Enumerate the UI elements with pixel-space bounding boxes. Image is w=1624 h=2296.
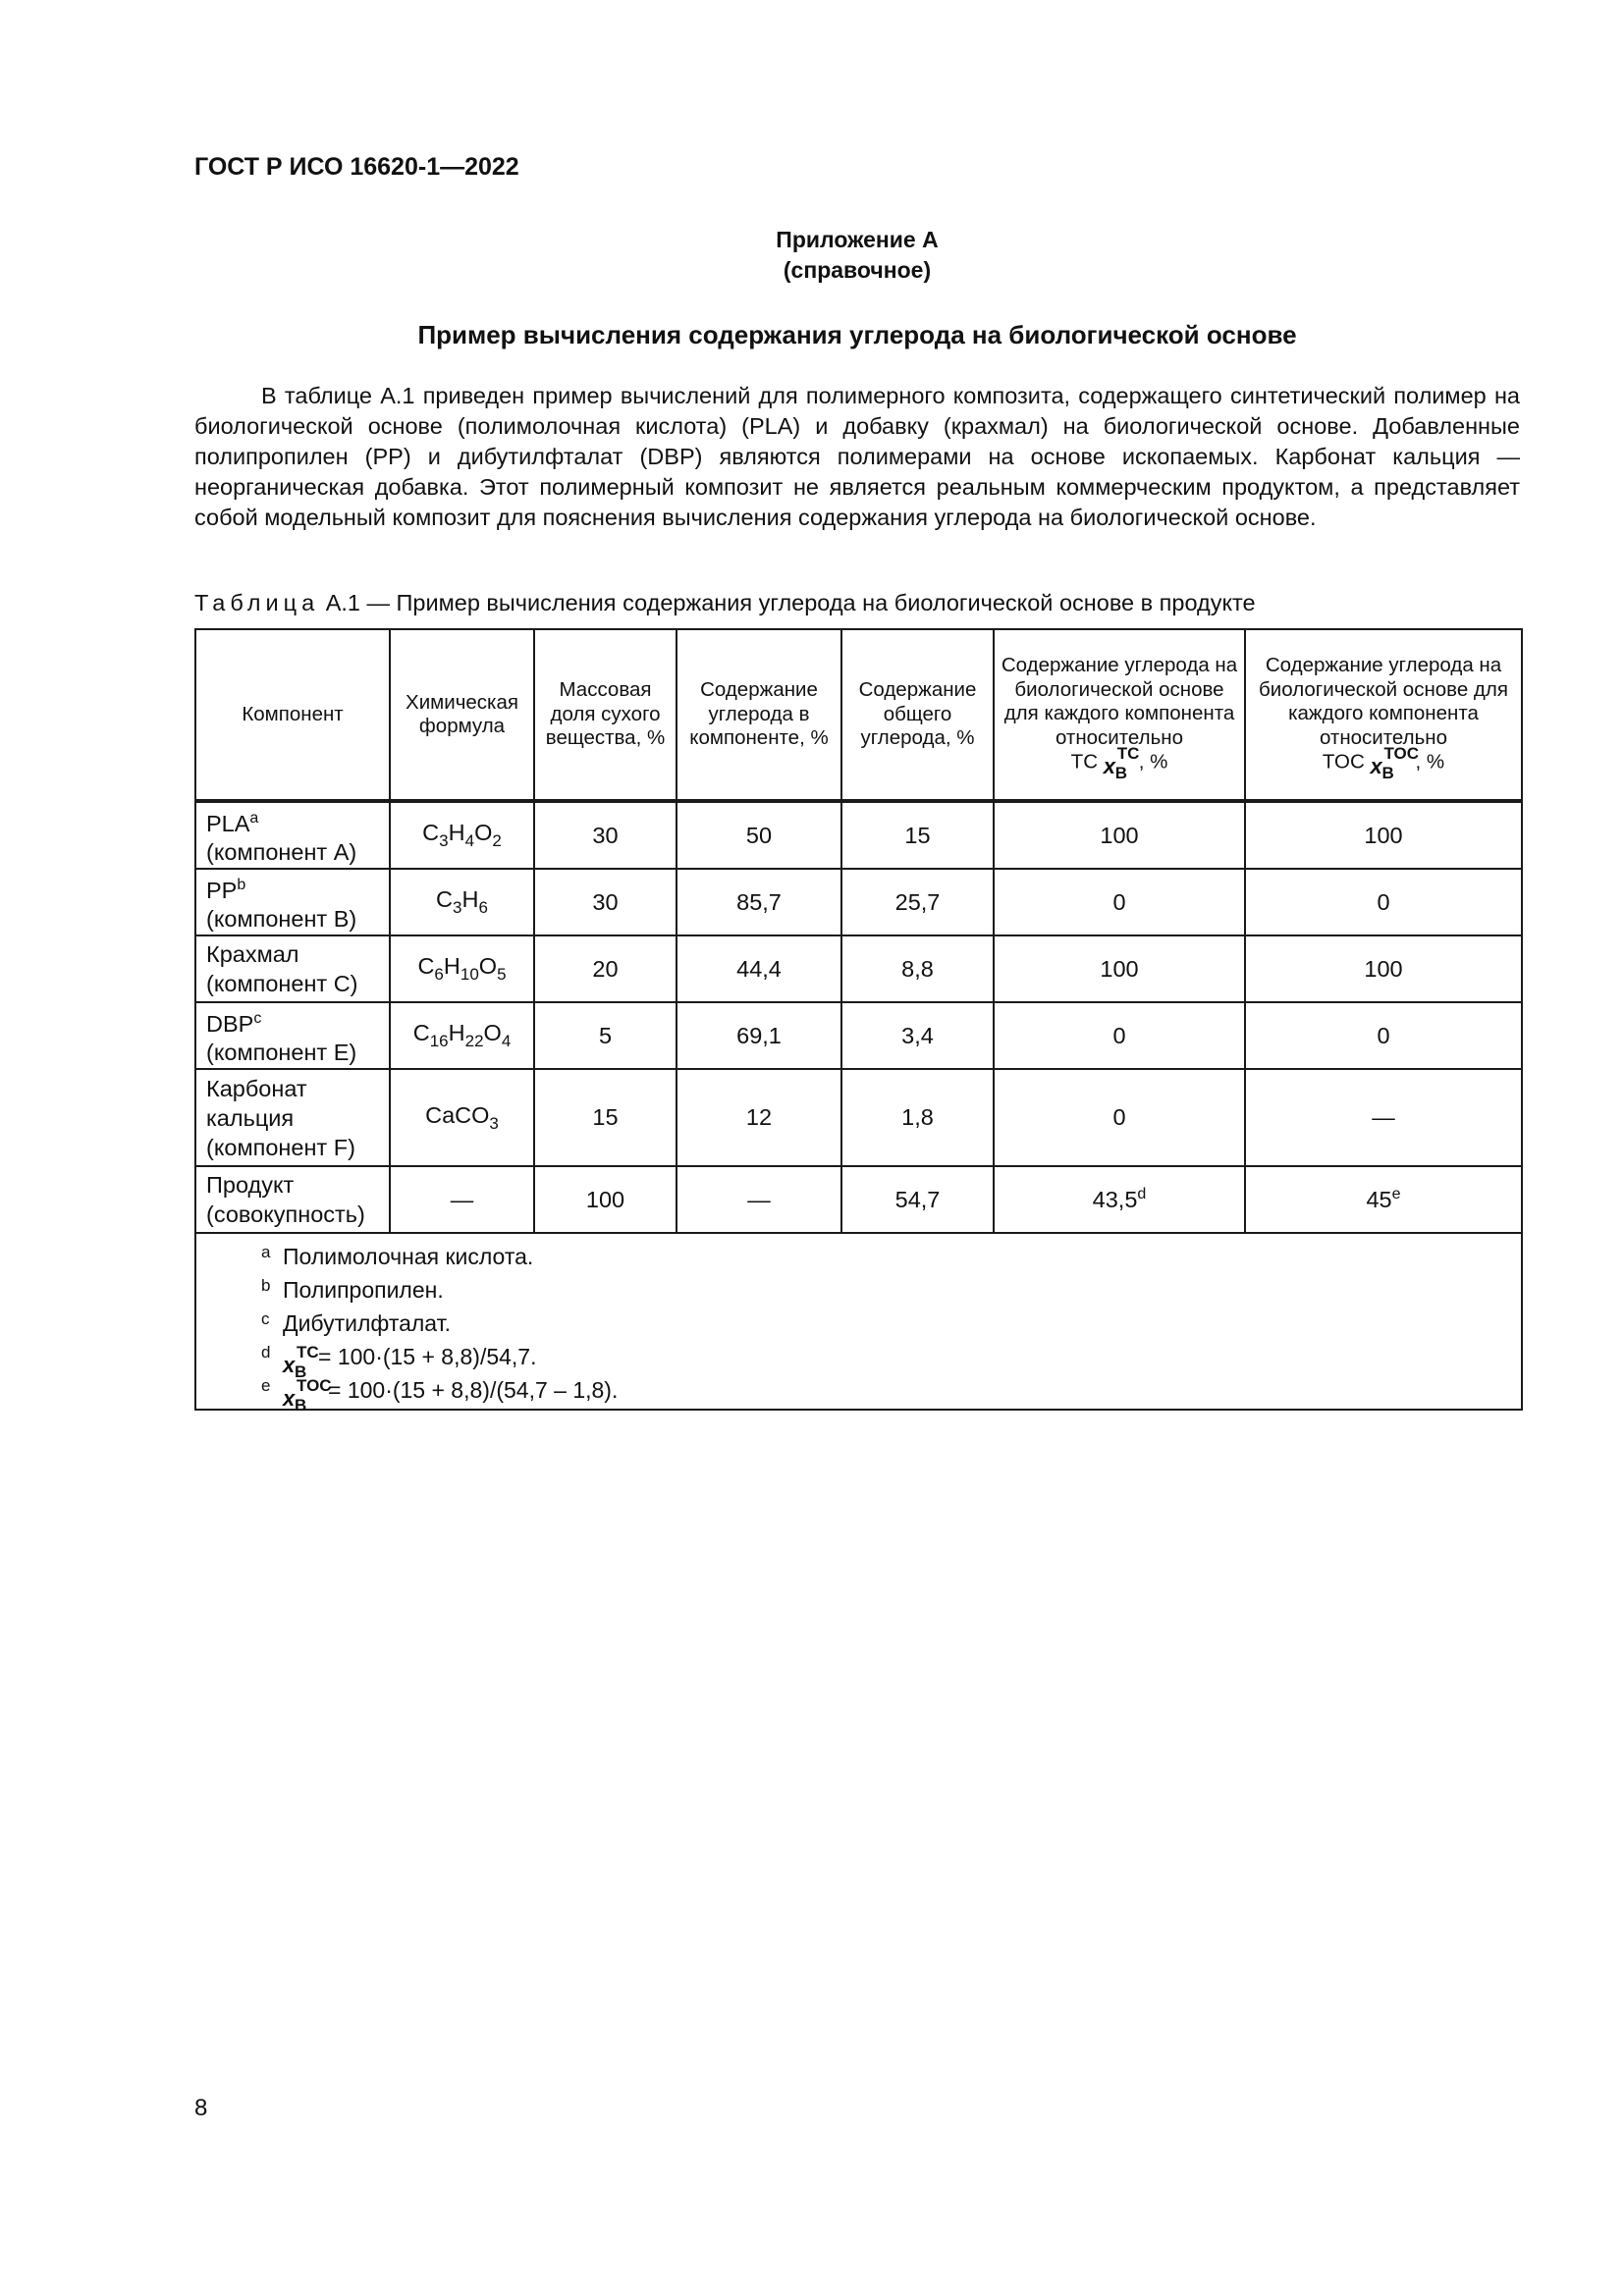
header-carbon-in-component: Содержание углерода в компоненте, % — [677, 629, 841, 801]
footnote-marker: d — [261, 1343, 271, 1362]
formula-text: C — [417, 953, 435, 979]
cell-total-carbon: 54,7 — [841, 1166, 994, 1233]
cell-formula — [390, 1002, 534, 1069]
cell-bio-tc: 0 — [994, 1002, 1245, 1069]
header-bio-toc-text: Содержание углерода на биологической основе для каждого компонента относительно — [1259, 654, 1508, 749]
xb-symbol: x — [1103, 754, 1115, 778]
cell-carbon-in-component: 50 — [677, 801, 841, 869]
cell-total-carbon: 3,4 — [841, 1002, 994, 1069]
formula-text: H — [443, 953, 460, 979]
footnote-marker: b — [261, 1276, 271, 1295]
bio-toc-value: 45 — [1366, 1186, 1392, 1212]
formula-subscript: 22 — [464, 1032, 484, 1050]
document-code: ГОСТ Р ИСО 16620-1—2022 — [194, 153, 519, 181]
cell-bio-toc: 100 — [1245, 801, 1522, 869]
formula-subscript: 4 — [464, 831, 475, 850]
component-label: (компонент B) — [206, 906, 357, 933]
formula-text: O — [478, 953, 498, 979]
component-label: (компонент С) — [206, 971, 358, 996]
component-name: DBP — [206, 1010, 254, 1037]
footnote-text: Полимолочная кислота. — [283, 1244, 534, 1269]
cell-formula — [390, 1069, 534, 1166]
xb-symbol: x — [283, 1385, 296, 1411]
cell-component — [195, 1002, 390, 1069]
table-row — [195, 869, 1522, 935]
xb-sub: B — [1114, 764, 1127, 782]
footnote — [261, 1338, 1521, 1381]
table-notes-row — [195, 1233, 1522, 1410]
header-bio-tc-text: Содержание углерода на биологической основе для каждого компонента относительно — [1001, 654, 1238, 749]
footnote — [261, 1305, 1521, 1338]
component-name: Карбонат — [206, 1075, 307, 1101]
cell-formula — [390, 869, 534, 935]
table-row — [195, 935, 1522, 1002]
header-bio-toc — [1245, 629, 1522, 801]
xb-symbol: x — [283, 1352, 296, 1377]
footnote — [261, 1271, 1521, 1305]
cell-component — [195, 1166, 390, 1233]
formula-subscript: 6 — [434, 965, 444, 984]
component-name: PP — [206, 877, 238, 903]
cell-total-carbon: 8,8 — [841, 935, 994, 1002]
footnote-mark: b — [237, 876, 246, 893]
cell-mass: 20 — [534, 935, 677, 1002]
cell-carbon-in-component: 12 — [677, 1069, 841, 1166]
formula-subscript: 10 — [460, 965, 479, 984]
header-bio-tc-suffix: , % — [1138, 750, 1168, 774]
xb-sub: B — [295, 1395, 307, 1415]
xb-sup: TOC — [297, 1375, 332, 1395]
formula-text: O — [483, 1020, 502, 1045]
header-bio-tc-prefix: TC — [1070, 750, 1098, 774]
formula-text: H — [461, 886, 479, 912]
footnote-text: Дибутилфталат. — [283, 1310, 451, 1336]
cell-total-carbon: 15 — [841, 801, 994, 869]
formula-text: O — [474, 820, 493, 845]
cell-total-carbon: 25,7 — [841, 869, 994, 935]
table-caption — [194, 590, 1256, 616]
body-paragraph: В таблице А.1 приведен пример вычислений для полимерного композита, содержащего синтетический полимер на биологической основе (полимолочная кислота) (PLA) и добавку (крахмал) на биологической основе. Добавленные полипропилен (PP) и дибутилфталат (DBP) являются полимерами на основе ископаемых. Карбонат кальция — неорганическая добавка. Этот полимерный композит не является реальным коммерческим продуктом, а представляет собой модельный композит для пояснения вычисления содержания углерода на биологической основе. — [194, 383, 1520, 530]
formula-subscript: 3 — [489, 1113, 499, 1133]
carbon-table — [194, 628, 1523, 1415]
component-label: (компонент F) — [206, 1134, 355, 1160]
cell-bio-tc — [994, 1166, 1245, 1233]
formula-subscript: 6 — [478, 898, 488, 917]
page-number: 8 — [194, 2095, 208, 2121]
header-mass: Массовая доля сухого вещества, % — [534, 629, 677, 801]
xb-sup: TC — [1116, 744, 1140, 763]
cell-carbon-in-component: 44,4 — [677, 935, 841, 1002]
cell-mass: 5 — [534, 1002, 677, 1069]
cell-mass: 30 — [534, 869, 677, 935]
table-row — [195, 801, 1522, 869]
footnote — [261, 1371, 1521, 1415]
cell-carbon-in-component: 85,7 — [677, 869, 841, 935]
cell-component — [195, 1069, 390, 1166]
annex-title: Приложение А — [776, 227, 939, 252]
cell-component — [195, 801, 390, 869]
cell-component — [195, 935, 390, 1002]
header-bio-tc — [994, 629, 1245, 801]
header-formula: Химическая формула — [390, 629, 534, 801]
component-label: (компонент А) — [206, 839, 357, 866]
formula-subscript: 2 — [492, 831, 502, 850]
footnote — [261, 1238, 1521, 1271]
cell-bio-tc: 100 — [994, 935, 1245, 1002]
cell-bio-toc: — — [1245, 1069, 1522, 1166]
footnote-mark: c — [253, 1009, 262, 1027]
formula-text: H — [448, 1020, 465, 1045]
cell-bio-toc: 0 — [1245, 1002, 1522, 1069]
component-name: PLA — [206, 810, 250, 836]
cell-carbon-in-component: — — [677, 1166, 841, 1233]
formula-text: C — [436, 886, 454, 912]
xb-symbol: x — [1370, 754, 1382, 778]
formula-text: C — [422, 820, 440, 845]
header-bio-toc-symbol — [1252, 744, 1515, 782]
footnote-marker: e — [261, 1376, 271, 1395]
table-row — [195, 1069, 1522, 1166]
cell-carbon-in-component: 69,1 — [677, 1002, 841, 1069]
cell-bio-toc — [1245, 1166, 1522, 1233]
footnote-marker: c — [261, 1309, 270, 1328]
table-row — [195, 1002, 1522, 1069]
footnote-text: = 100·(15 + 8,8)/(54,7 – 1,8). — [328, 1377, 619, 1403]
formula-subscript: 4 — [501, 1032, 512, 1050]
footnote-mark: d — [1137, 1186, 1147, 1203]
cell-mass: 15 — [534, 1069, 677, 1166]
cell-formula — [390, 801, 534, 869]
formula-text: H — [448, 820, 465, 845]
xb-sub: B — [1381, 764, 1394, 782]
footnote-text: = 100·(15 + 8,8)/54,7. — [318, 1344, 537, 1369]
cell-component — [195, 869, 390, 935]
formula-subscript: 3 — [439, 831, 449, 850]
xb-sup: TOC — [1383, 744, 1420, 763]
table-caption-label: Таблица — [194, 590, 320, 615]
header-bio-toc-suffix: , % — [1415, 750, 1445, 774]
formula-text: CaCO — [425, 1101, 490, 1128]
table-caption-text: А.1 — Пример вычисления содержания углерода на биологической основе в продукте — [325, 590, 1256, 615]
xb-sub: B — [295, 1362, 307, 1381]
component-label: (совокупность) — [206, 1201, 365, 1227]
component-label: (компонент Е) — [206, 1040, 357, 1066]
header-bio-tc-symbol — [1001, 744, 1238, 782]
cell-bio-tc: 100 — [994, 801, 1245, 869]
table-notes — [195, 1233, 1522, 1415]
cell-bio-tc: 0 — [994, 869, 1245, 935]
annex-subtitle: (справочное) — [783, 257, 932, 283]
xb-sup: TC — [297, 1342, 319, 1362]
header-bio-toc-prefix: TOC — [1322, 750, 1365, 774]
bio-tc-value: 43,5 — [1092, 1186, 1138, 1212]
formula-subscript: 3 — [453, 898, 462, 917]
component-name: Крахмал — [206, 941, 299, 967]
table-row-product — [195, 1166, 1522, 1233]
footnote-mark: e — [1391, 1186, 1401, 1203]
cell-mass: 100 — [534, 1166, 677, 1233]
cell-formula: — — [390, 1166, 534, 1233]
cell-bio-toc: 100 — [1245, 935, 1522, 1002]
footnote-mark: a — [249, 809, 259, 827]
header-total-carbon: Содержание общего углерода, % — [841, 629, 994, 801]
cell-bio-tc: 0 — [994, 1069, 1245, 1166]
footnote-text: Полипропилен. — [283, 1277, 444, 1303]
table-header-row — [195, 629, 1522, 801]
cell-mass: 30 — [534, 801, 677, 869]
component-name-line2: кальция — [206, 1104, 295, 1131]
footnote-marker: a — [261, 1243, 271, 1261]
formula-text: C — [412, 1020, 430, 1045]
section-heading: Пример вычисления содержания углерода на биологической основе — [417, 320, 1297, 349]
formula-subscript: 16 — [429, 1032, 449, 1050]
header-component: Компонент — [195, 629, 390, 801]
formula-subscript: 5 — [497, 965, 507, 984]
cell-bio-toc: 0 — [1245, 869, 1522, 935]
component-name: Продукт — [206, 1172, 295, 1198]
cell-total-carbon: 1,8 — [841, 1069, 994, 1166]
cell-formula — [390, 935, 534, 1002]
